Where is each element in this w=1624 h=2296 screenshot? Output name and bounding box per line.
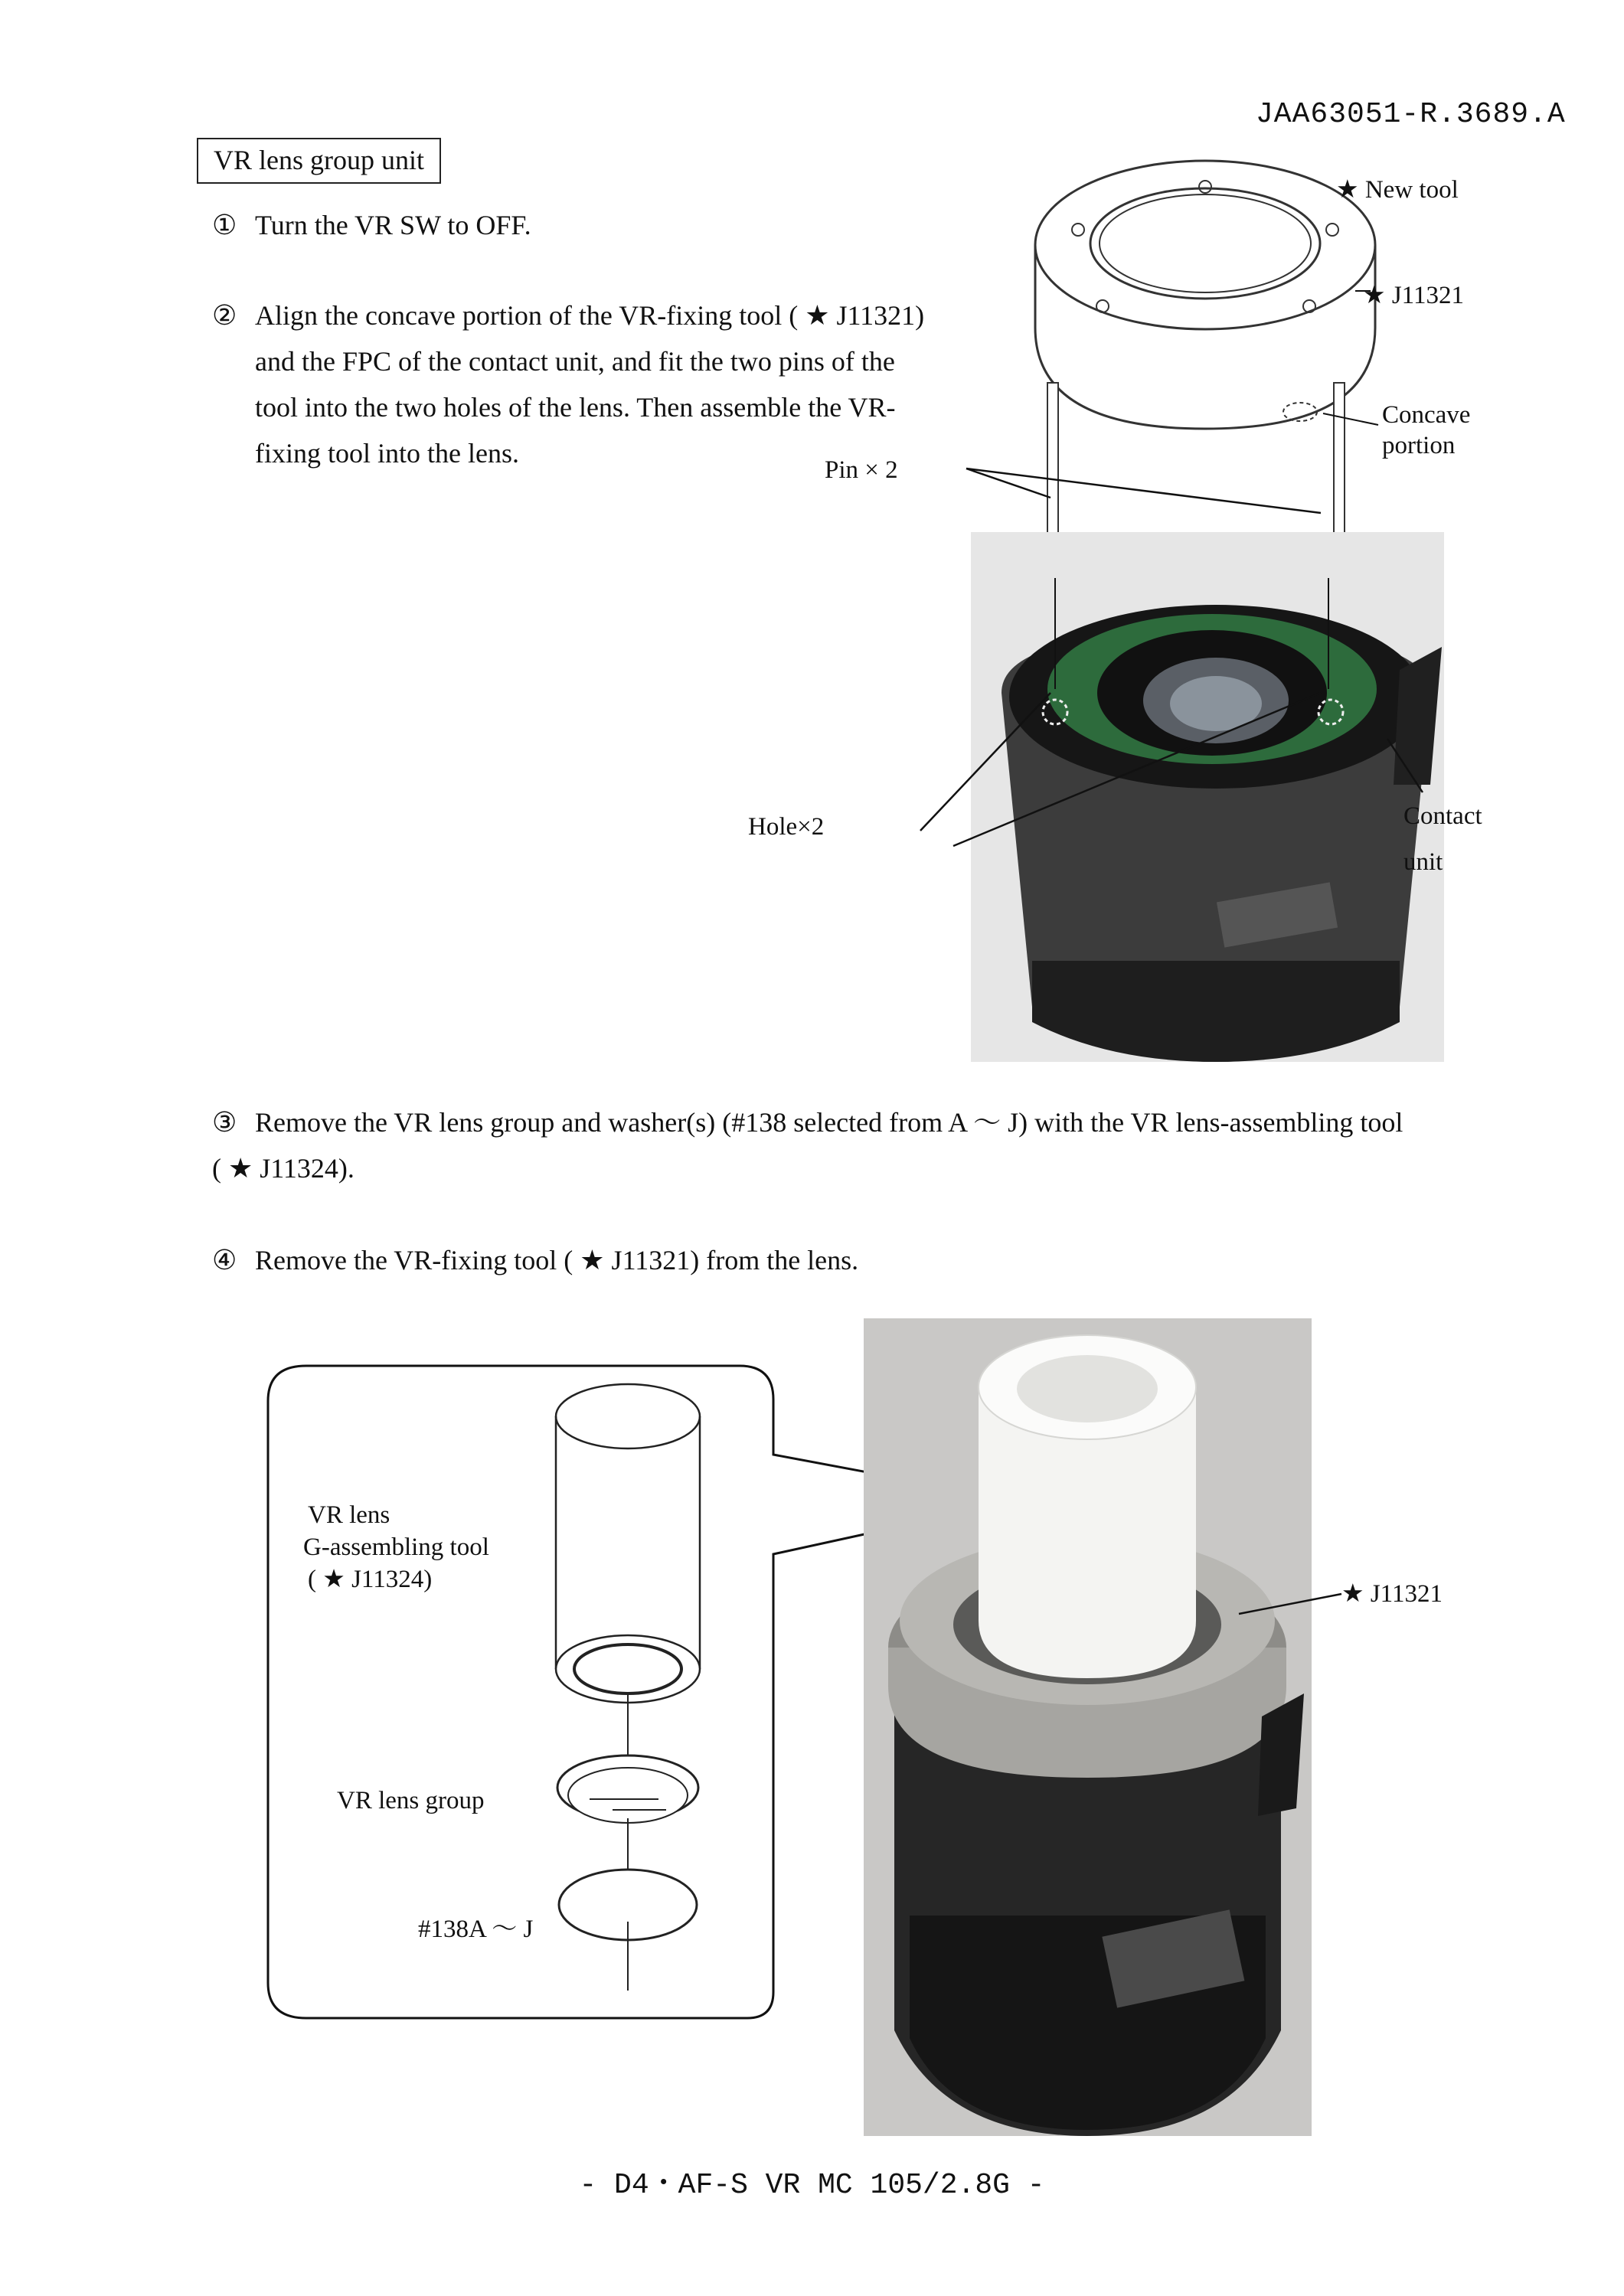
step-number: ④	[212, 1245, 237, 1275]
step-text-line: ( ★ J11324).	[212, 1153, 355, 1184]
step-text-line: Remove the VR lens group and washer(s) (#138 selected from A ～ J) with the VR lens-assembling tool	[255, 1107, 1403, 1138]
label-line: Contact	[1403, 802, 1482, 830]
washer-label: #138A ～ J	[418, 1916, 534, 1943]
step-text-line: fixing tool into the lens.	[255, 438, 519, 469]
step-number: ②	[212, 300, 237, 331]
step-number: ③	[212, 1107, 237, 1138]
label-line: ( ★ J11324)	[308, 1566, 433, 1593]
tool-id-label: ★ J11321	[1363, 282, 1464, 309]
label-line: unit	[1403, 848, 1443, 876]
step-text-line: tool into the two holes of the lens. Then assemble the VR-	[255, 392, 896, 423]
vr-lens-group-label: VR lens group	[337, 1787, 485, 1814]
hole-label: Hole×2	[748, 813, 825, 841]
section-title: VR lens group unit	[197, 138, 441, 184]
step-text-line: and the FPC of the contact unit, and fit the two pins of the	[255, 346, 895, 377]
document-id: JAA63051-R.3689.A	[1256, 98, 1566, 131]
page-footer: - D4・AF-S VR MC 105/2.8G -	[579, 2169, 1045, 2202]
step-text-line: Align the concave portion of the VR-fixing tool ( ★ J11321)	[255, 300, 925, 331]
step-text: Remove the VR-fixing tool ( ★ J11321) from the lens.	[255, 1245, 859, 1275]
pin-label: Pin × 2	[825, 456, 898, 484]
label-line: portion	[1382, 432, 1456, 459]
new-tool-label: ★ New tool	[1336, 176, 1459, 204]
label-line: G-assembling tool	[303, 1533, 489, 1561]
step-number: ①	[212, 210, 237, 240]
label-line: VR lens	[308, 1501, 390, 1529]
step-text: Turn the VR SW to OFF.	[255, 210, 531, 240]
label-line: Concave	[1382, 401, 1471, 429]
tool-id-label-2: ★ J11321	[1341, 1580, 1443, 1608]
